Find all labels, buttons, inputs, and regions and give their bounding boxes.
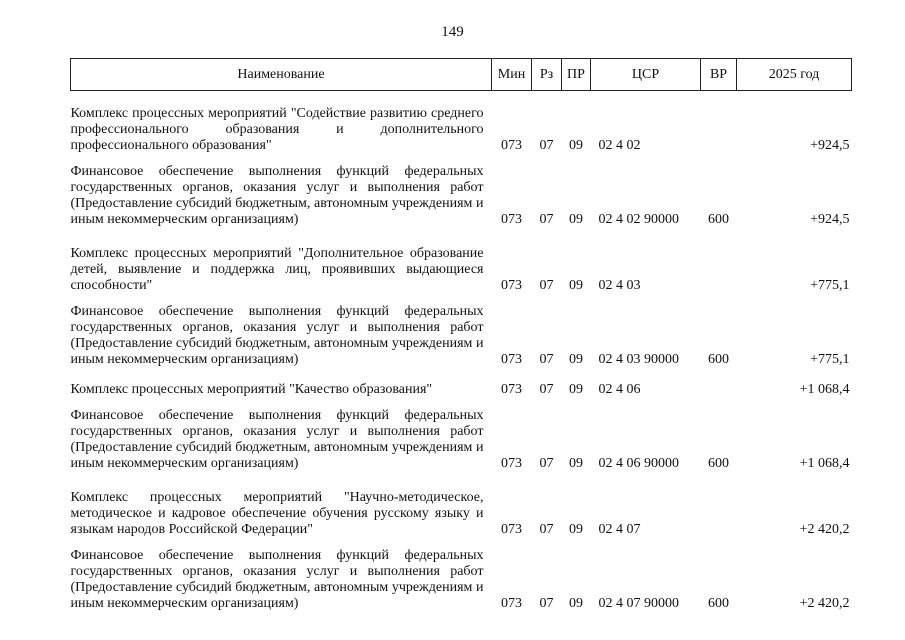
row-min: 073: [501, 382, 522, 397]
table-row: [71, 154, 852, 228]
row-amount: +2 420,2: [799, 522, 850, 537]
row-pr: 09: [569, 352, 583, 367]
row-csr: 02 4 03: [598, 278, 641, 293]
row-csr: 02 4 02 90000: [598, 212, 679, 227]
header-min: Мин: [492, 59, 532, 91]
table-header-row: [71, 59, 852, 91]
header-name: Наименование: [71, 59, 492, 91]
row-min: 073: [501, 596, 522, 611]
header-year: 2025 год: [737, 59, 852, 91]
row-amount: +924,5: [810, 212, 850, 227]
row-vr: [701, 472, 737, 538]
table-row: [71, 91, 852, 155]
budget-table: [70, 58, 852, 612]
row-rz: 07: [539, 278, 554, 293]
row-csr: 02 4 02: [598, 138, 641, 153]
row-name: Комплекс процессных мероприятий "Качество образования": [70, 382, 433, 397]
row-csr: 02 4 07: [598, 522, 641, 537]
table-row: [71, 294, 852, 368]
row-amount: +2 420,2: [799, 596, 850, 611]
row-csr: 02 4 06: [598, 382, 641, 397]
row-vr: 600: [708, 352, 729, 367]
row-min: 073: [501, 212, 522, 227]
table-row: [71, 398, 852, 472]
table-row: [71, 538, 852, 612]
row-csr: 02 4 07 90000: [598, 596, 679, 611]
row-name: Финансовое обеспечение выполнения функций федеральных государственных органов, оказания услуг и выполнения работ (Предоставление субсидий бюджетным, автономным учреждениям и иным некоммерческим организациям): [70, 164, 484, 227]
table-row: [71, 368, 852, 398]
row-name: Комплекс процессных мероприятий "Научно-методическое, методическое и кадровое обеспечение обучения русскому языку и языкам народов Российской Федерации": [70, 490, 484, 537]
row-amount: +924,5: [810, 138, 850, 153]
page-number: 149: [441, 24, 464, 40]
row-min: 073: [501, 278, 522, 293]
row-vr: 600: [708, 212, 729, 227]
row-pr: 09: [569, 212, 583, 227]
row-amount: +775,1: [810, 278, 850, 293]
row-vr: [701, 368, 737, 398]
header-vr: ВР: [701, 59, 737, 91]
row-name: Финансовое обеспечение выполнения функций федеральных государственных органов, оказания услуг и выполнения работ (Предоставление субсидий бюджетным, автономным учреждениям и иным некоммерческим организациям): [70, 408, 484, 471]
row-rz: 07: [539, 138, 554, 153]
row-name: Финансовое обеспечение выполнения функций федеральных государственных органов, оказания услуг и выполнения работ (Предоставление субсидий бюджетным, автономным учреждениям и иным некоммерческим организациям): [70, 304, 484, 367]
table-row: [71, 228, 852, 294]
row-pr: 09: [569, 382, 583, 397]
row-pr: 09: [569, 278, 583, 293]
header-rz: Рз: [532, 59, 562, 91]
row-pr: 09: [569, 456, 583, 471]
row-pr: 09: [569, 138, 583, 153]
row-vr: 600: [708, 456, 729, 471]
row-min: 073: [501, 456, 522, 471]
row-vr: [701, 91, 737, 155]
row-pr: 09: [569, 596, 583, 611]
row-vr: [701, 228, 737, 294]
row-name: Комплекс процессных мероприятий "Содействие развитию среднего профессионального образования и дополнительного профессионального образования": [70, 106, 484, 153]
row-rz: 07: [539, 522, 554, 537]
row-min: 073: [501, 138, 522, 153]
row-vr: 600: [708, 596, 729, 611]
row-csr: 02 4 03 90000: [598, 352, 679, 367]
row-amount: +1 068,4: [799, 382, 850, 397]
row-min: 073: [501, 352, 522, 367]
row-name: Комплекс процессных мероприятий "Дополнительное образование детей, выявление и поддержка лиц, проявивших выдающиеся способности": [70, 246, 484, 293]
row-rz: 07: [539, 596, 554, 611]
row-rz: 07: [539, 382, 554, 397]
header-csr: ЦСР: [591, 59, 701, 91]
header-pr: ПР: [562, 59, 591, 91]
table-row: [71, 472, 852, 538]
row-rz: 07: [539, 456, 554, 471]
row-name: Финансовое обеспечение выполнения функций федеральных государственных органов, оказания услуг и выполнения работ (Предоставление субсидий бюджетным, автономным учреждениям и иным некоммерческим организациям): [70, 548, 484, 611]
row-csr: 02 4 06 90000: [598, 456, 679, 471]
row-amount: +1 068,4: [799, 456, 850, 471]
row-pr: 09: [569, 522, 583, 537]
row-rz: 07: [539, 352, 554, 367]
row-amount: +775,1: [810, 352, 850, 367]
row-min: 073: [501, 522, 522, 537]
row-rz: 07: [539, 212, 554, 227]
